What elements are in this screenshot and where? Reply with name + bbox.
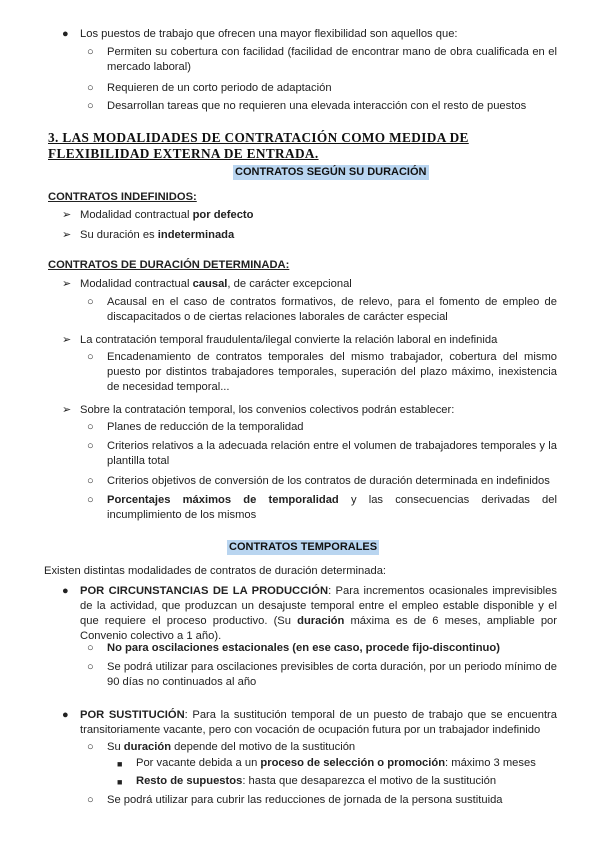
determinada-item-1-sub: Acausal en el caso de contratos formativos, de relevo, para el fomento de empleo de discapacitados o de ciertas relaciones laborales de carácter especial [107,296,557,323]
determinada-item-3-sub-1: Planes de reducción de la temporalidad [107,421,304,433]
sustitucion-sub-2: Se podrá utilizar para cubrir las reducciones de jornada de la persona sustituida [107,794,503,806]
arrow-marker: ➢ [62,209,72,221]
square-marker: ■ [117,759,123,769]
circle-marker: ○ [87,741,94,753]
circle-marker: ○ [87,100,94,112]
bullet-marker: ● [62,709,69,721]
circle-marker: ○ [87,494,94,506]
arrow-marker: ➢ [62,229,72,241]
highlight-heading-temporales: CONTRATOS TEMPORALES [229,541,378,553]
determinada-item-3: Sobre la contratación temporal, los convenios colectivos podrán establecer: [80,404,455,416]
circle-marker: ○ [87,46,94,58]
square-marker: ■ [117,777,123,787]
circle-marker: ○ [87,421,94,433]
arrow-marker: ➢ [62,334,72,346]
sustitucion-sq-2: Resto de supuestos: hasta que desaparezca el motivo de la sustitución [136,775,497,787]
sustitucion-sub-1: Su duración depende del motivo de la sustitución [107,741,356,753]
circle-marker: ○ [87,661,94,673]
circle-marker: ○ [87,296,94,308]
determinada-item-3-sub-2: Criterios relativos a la adecuada relación entre el volumen de trabajadores temporales y la plantilla total [107,440,557,467]
heading-determinada: CONTRATOS DE DURACIÓN DETERMINADA: [48,259,290,271]
circle-marker: ○ [87,351,94,363]
circle-marker: ○ [87,440,94,452]
heading-indefinidos: CONTRATOS INDEFINIDOS: [48,191,197,203]
highlight-heading-duracion: CONTRATOS SEGÚN SU DURACIÓN [235,166,427,178]
intro-sub-1: Permiten su cobertura con facilidad (facilidad de encontrar mano de obra cualificada en el mercado laboral) [107,46,557,73]
determinada-item-2: La contratación temporal fraudulenta/ilegal convierte la relación laboral en indefinida [80,334,498,346]
circle-marker: ○ [87,794,94,806]
circle-marker: ○ [87,642,94,654]
circle-marker: ○ [87,82,94,94]
sustitucion-sq-1: Por vacante debida a un proceso de selección o promoción: máximo 3 meses [136,757,536,769]
arrow-marker: ➢ [62,278,72,290]
temporales-produccion: POR CIRCUNSTANCIAS DE LA PRODUCCIÓN: Para incrementos ocasionales imprevisibles de la actividad, que produzcan un desajuste temporal entre el empleo estable disponible y el que requiere el proceso productivo. (Su duración máxima es de 6 meses, ampliable por Convenio colectivo a 1 año). [80,585,557,642]
temporales-sustitucion: POR SUSTITUCIÓN: Para la sustitución temporal de un puesto de trabajo que se encuentra transitoriamente vacante, pero con vocación de ocupación futura por un trabajador indefinido [80,709,557,736]
intro-bullet: Los puestos de trabajo que ofrecen una mayor flexibilidad son aquellos que: [80,28,458,40]
produccion-sub-2: Se podrá utilizar para oscilaciones previsibles de corta duración, por un periodo mínimo de 90 días no continuados al año [107,661,557,688]
indefinidos-item-1: Modalidad contractual por defecto [80,209,254,221]
determinada-item-3-sub-4: Porcentajes máximos de temporalidad y las consecuencias derivadas del incumplimiento de los mismos [107,494,557,521]
temporales-intro: Existen distintas modalidades de contratos de duración determinada: [44,565,387,577]
bullet-marker: ● [62,585,69,597]
intro-sub-3: Desarrollan tareas que no requieren una elevada interacción con el resto de puestos [107,100,527,112]
intro-sub-2: Requieren de un corto periodo de adaptación [107,82,332,94]
indefinidos-item-2: Su duración es indeterminada [80,229,235,241]
bullet-marker: ● [62,28,69,40]
produccion-sub-1: No para oscilaciones estacionales (en ese caso, procede fijo-discontinuo) [107,642,500,654]
arrow-marker: ➢ [62,404,72,416]
circle-marker: ○ [87,475,94,487]
section-title: 3. LAS MODALIDADES DE CONTRATACIÓN COMO MEDIDA DE FLEXIBILIDAD EXTERNA DE ENTRADA. [48,130,469,161]
determinada-item-2-sub: Encadenamiento de contratos temporales del mismo trabajador, cobertura del mismo puesto por distintos trabajadores temporales, superación del plazo máximo, inexistencia de necesidad temporal... [107,351,557,393]
determinada-item-3-sub-3: Criterios objetivos de conversión de los contratos de duración determinada en indefinidos [107,475,550,487]
determinada-item-1: Modalidad contractual causal, de carácter excepcional [80,278,352,290]
